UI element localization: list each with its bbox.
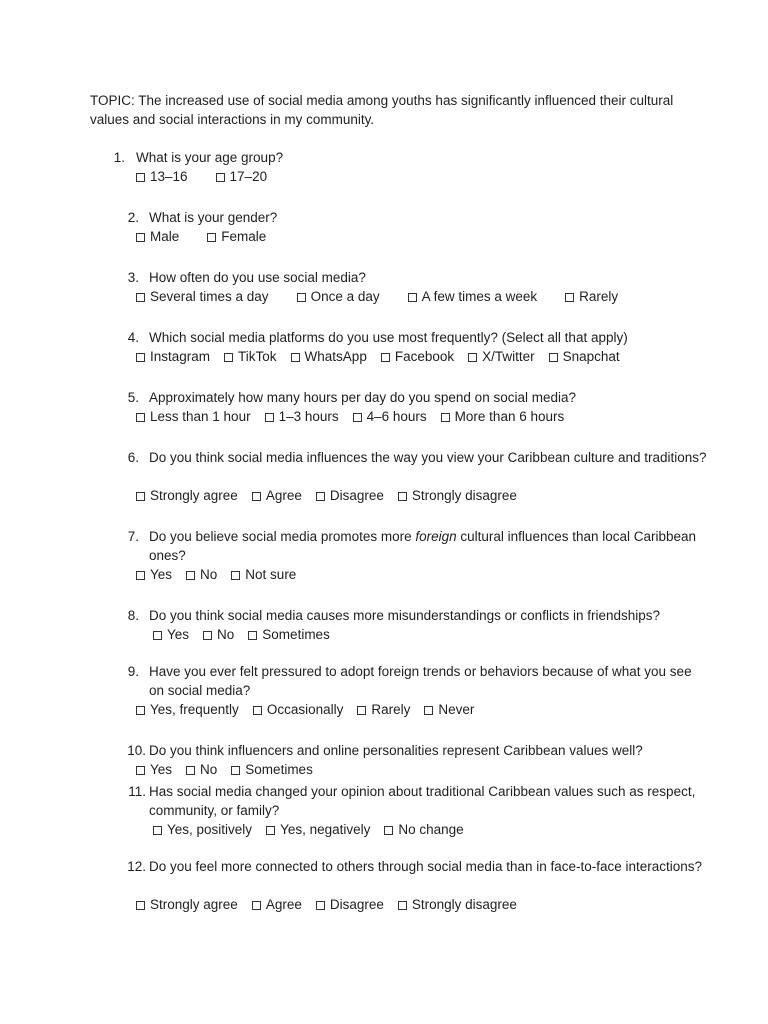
question-text: What is your gender?: [149, 210, 278, 225]
option[interactable]: Sometimes: [248, 625, 330, 644]
checkbox-icon[interactable]: [408, 293, 417, 302]
option[interactable]: No: [203, 625, 234, 644]
checkbox-icon[interactable]: [357, 706, 366, 715]
option[interactable]: No: [186, 760, 217, 779]
option[interactable]: Sometimes: [231, 760, 313, 779]
checkbox-icon[interactable]: [265, 413, 274, 422]
checkbox-icon[interactable]: [252, 901, 261, 910]
option[interactable]: A few times a week: [408, 287, 538, 306]
option[interactable]: Not sure: [231, 565, 296, 584]
checkbox-icon[interactable]: [136, 492, 145, 501]
question-number: 10.: [127, 743, 146, 758]
checkbox-icon[interactable]: [549, 353, 558, 362]
question-number: 7.: [127, 529, 139, 544]
question-number: 8.: [127, 608, 139, 623]
question-number: 1.: [113, 150, 125, 165]
option[interactable]: Once a day: [297, 287, 380, 306]
checkbox-icon[interactable]: [291, 353, 300, 362]
question-text: Do you think social media influences the way you view your Caribbean culture and traditions?: [149, 450, 707, 465]
question-number: 6.: [127, 450, 139, 465]
checkbox-icon[interactable]: [316, 901, 325, 910]
checkbox-icon[interactable]: [398, 492, 407, 501]
question-number: 5.: [127, 390, 139, 405]
question-text: Do you feel more connected to others through social media than in face-to-face interactions?: [149, 859, 703, 874]
question-text: Do you think social media causes more misunderstandings or conflicts in friendships?: [149, 608, 660, 623]
option[interactable]: More than 6 hours: [441, 407, 565, 426]
checkbox-icon[interactable]: [136, 173, 145, 182]
option[interactable]: 4–6 hours: [353, 407, 427, 426]
checkbox-icon[interactable]: [136, 413, 145, 422]
checkbox-icon[interactable]: [186, 571, 195, 580]
question-number: 2.: [127, 210, 139, 225]
question-number: 11.: [128, 784, 146, 799]
question-text: Approximately how many hours per day do you spend on social media?: [149, 390, 576, 405]
option[interactable]: WhatsApp: [291, 347, 367, 366]
checkbox-icon[interactable]: [252, 492, 261, 501]
checkbox-icon[interactable]: [207, 233, 216, 242]
question-text: Which social media platforms do you use most frequently? (Select all that apply): [149, 330, 628, 345]
checkbox-icon[interactable]: [186, 766, 195, 775]
option[interactable]: Yes, negatively: [266, 820, 370, 839]
checkbox-icon[interactable]: [203, 631, 212, 640]
checkbox-icon[interactable]: [424, 706, 433, 715]
option[interactable]: Never: [424, 700, 474, 719]
option[interactable]: Male: [136, 227, 179, 246]
checkbox-icon[interactable]: [136, 706, 145, 715]
checkbox-icon[interactable]: [248, 631, 257, 640]
checkbox-icon[interactable]: [231, 766, 240, 775]
emphasis-text: foreign: [415, 529, 457, 544]
option[interactable]: Strongly agree: [136, 486, 238, 505]
option[interactable]: Agree: [252, 486, 302, 505]
option[interactable]: Yes, frequently: [136, 700, 239, 719]
option[interactable]: Disagree: [316, 486, 384, 505]
checkbox-icon[interactable]: [316, 492, 325, 501]
option[interactable]: Rarely: [357, 700, 410, 719]
option[interactable]: Yes, positively: [153, 820, 252, 839]
option[interactable]: Yes: [136, 565, 172, 584]
option[interactable]: TikTok: [224, 347, 277, 366]
checkbox-icon[interactable]: [136, 766, 145, 775]
question-number: 12.: [127, 859, 146, 874]
checkbox-icon[interactable]: [441, 413, 450, 422]
question-text: Have you ever felt pressured to adopt foreign trends or behaviors because of what you see on social media?: [149, 664, 692, 698]
checkbox-icon[interactable]: [253, 706, 262, 715]
question-text: Do you believe social media promotes more foreign cultural influences than local Caribbean ones?: [149, 529, 697, 563]
checkbox-icon[interactable]: [353, 413, 362, 422]
checkbox-icon[interactable]: [231, 571, 240, 580]
option[interactable]: No: [186, 565, 217, 584]
option[interactable]: Less than 1 hour: [136, 407, 251, 426]
option[interactable]: Yes: [136, 760, 172, 779]
question-number: 3.: [127, 270, 139, 285]
survey-topic: TOPIC: The increased use of social media among youths has significantly influenced their cultural values and social interactions in my community.: [90, 93, 674, 127]
question-text: Has social media changed your opinion about traditional Caribbean values such as respect, community, or family?: [149, 784, 696, 818]
checkbox-icon[interactable]: [381, 353, 390, 362]
option[interactable]: X/Twitter: [468, 347, 535, 366]
option[interactable]: 1–3 hours: [265, 407, 339, 426]
option[interactable]: Instagram: [136, 347, 210, 366]
checkbox-icon[interactable]: [153, 826, 162, 835]
question-number: 4.: [127, 330, 139, 345]
checkbox-icon[interactable]: [565, 293, 574, 302]
option[interactable]: Facebook: [381, 347, 454, 366]
option[interactable]: Strongly disagree: [398, 486, 517, 505]
checkbox-icon[interactable]: [136, 353, 145, 362]
option[interactable]: 17–20: [216, 167, 268, 186]
question-number: 9.: [127, 664, 139, 679]
checkbox-icon[interactable]: [136, 571, 145, 580]
option[interactable]: Agree: [252, 895, 302, 914]
checkbox-icon[interactable]: [136, 293, 145, 302]
option[interactable]: Disagree: [316, 895, 384, 914]
checkbox-icon[interactable]: [136, 901, 145, 910]
option[interactable]: Strongly agree: [136, 895, 238, 914]
question-text: Do you think influencers and online personalities represent Caribbean values well?: [149, 743, 643, 758]
checkbox-icon[interactable]: [398, 901, 407, 910]
option[interactable]: No change: [384, 820, 463, 839]
question-text: What is your age group?: [136, 150, 284, 165]
option[interactable]: 13–16: [136, 167, 188, 186]
checkbox-icon[interactable]: [136, 233, 145, 242]
checkbox-icon[interactable]: [216, 173, 225, 182]
option[interactable]: Several times a day: [136, 287, 269, 306]
question-text: How often do you use social media?: [149, 270, 366, 285]
option[interactable]: Rarely: [565, 287, 618, 306]
option[interactable]: Female: [207, 227, 266, 246]
checkbox-icon[interactable]: [384, 826, 393, 835]
checkbox-icon[interactable]: [297, 293, 306, 302]
checkbox-icon[interactable]: [153, 631, 162, 640]
option[interactable]: Strongly disagree: [398, 895, 517, 914]
checkbox-icon[interactable]: [224, 353, 233, 362]
option[interactable]: Occasionally: [253, 700, 344, 719]
option[interactable]: Snapchat: [549, 347, 620, 366]
option[interactable]: Yes: [153, 625, 189, 644]
checkbox-icon[interactable]: [468, 353, 477, 362]
checkbox-icon[interactable]: [266, 826, 275, 835]
